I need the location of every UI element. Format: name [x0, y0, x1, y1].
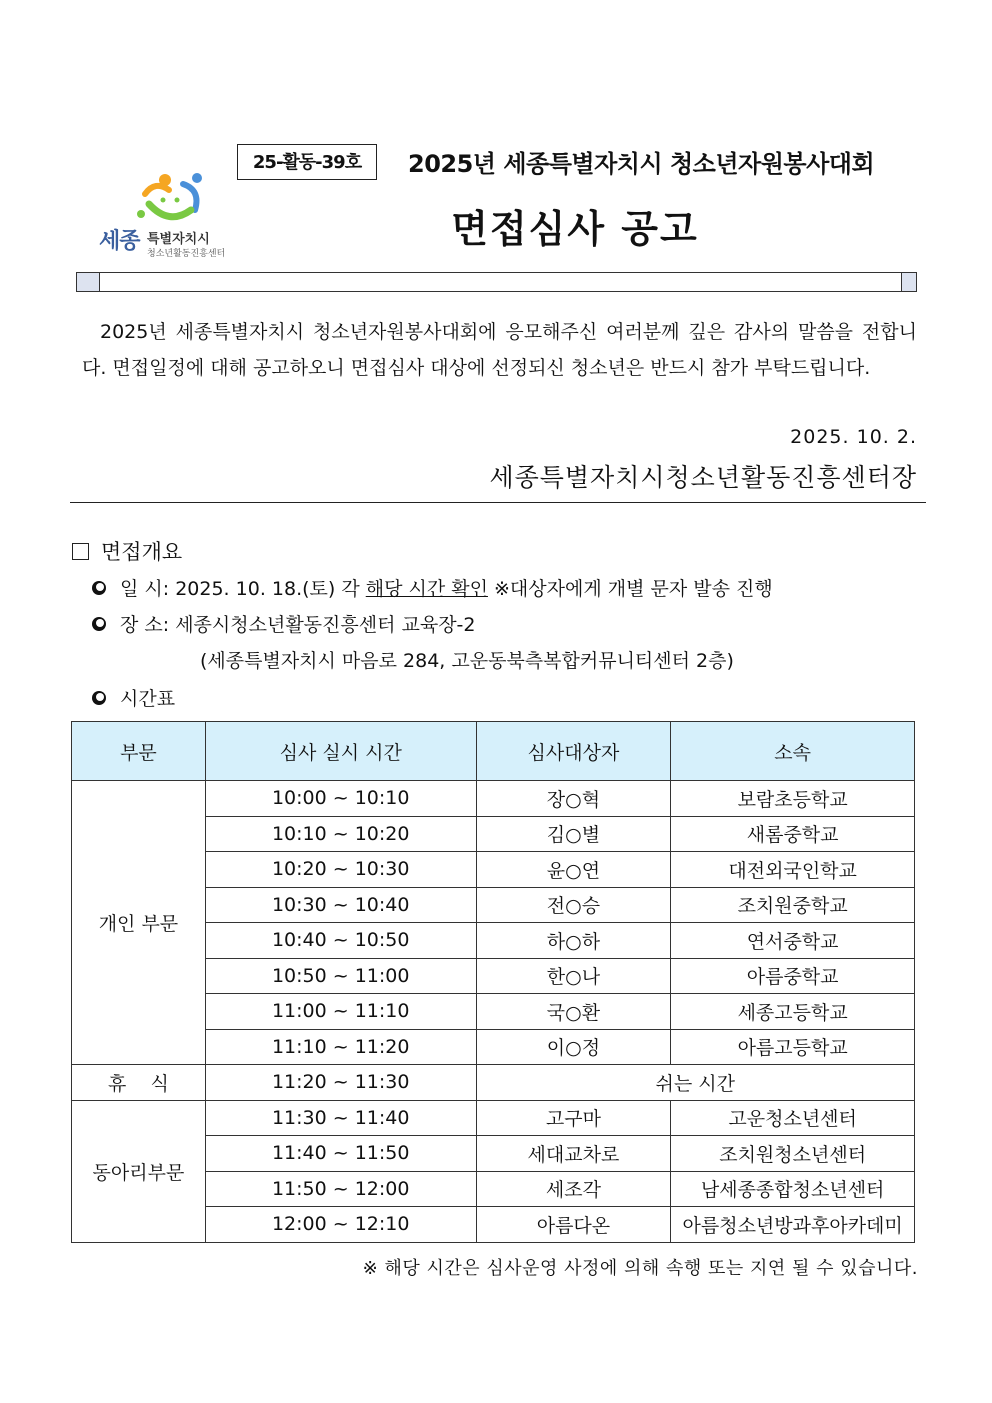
checkbox-square-icon — [72, 543, 89, 560]
header-time: 심사 실시 시간 — [205, 722, 476, 781]
candidate-cell: 한○나 — [476, 958, 671, 994]
logo-sub-text: 특별자치시 — [147, 232, 210, 247]
candidate-cell: 김○별 — [476, 816, 671, 852]
footnote: ※ 해당 시간은 심사운영 사정에 의해 속행 또는 지연 될 수 있습니다. — [362, 1258, 918, 1279]
table-row-break — [72, 1065, 915, 1101]
sejong-logo — [95, 170, 235, 262]
header-candidate: 심사대상자 — [476, 722, 671, 781]
affiliation-cell: 보람초등학교 — [671, 781, 915, 817]
smile-figure-icon — [125, 170, 215, 228]
affiliation-cell: 세종고등학교 — [671, 994, 915, 1030]
time-cell: 12:00 ~ 12:10 — [205, 1207, 476, 1243]
affiliation-cell: 아름중학교 — [671, 958, 915, 994]
time-cell: 11:50 ~ 12:00 — [205, 1171, 476, 1207]
candidate-cell: 아름다온 — [476, 1207, 671, 1243]
circle-bullet-icon — [92, 581, 106, 595]
item-schedule: 시간표 — [92, 684, 175, 711]
circle-bullet-icon — [92, 617, 106, 631]
document-number: 25-활동-39호 — [237, 144, 377, 180]
category-cell: 동아리부문 — [72, 1100, 206, 1242]
time-cell: 11:30 ~ 11:40 — [205, 1100, 476, 1136]
candidate-cell: 이○정 — [476, 1029, 671, 1065]
time-cell: 10:10 ~ 10:20 — [205, 816, 476, 852]
category-cell: 휴 식 — [72, 1065, 206, 1101]
affiliation-cell: 연서중학교 — [671, 923, 915, 959]
section-heading: 면접개요 — [72, 536, 182, 566]
candidate-cell: 윤○연 — [476, 852, 671, 888]
time-cell: 11:40 ~ 11:50 — [205, 1136, 476, 1172]
header-affiliation: 소속 — [671, 722, 915, 781]
affiliation-cell: 조치원청소년센터 — [671, 1136, 915, 1172]
intro-paragraph: 2025년 세종특별자치시 청소년자원봉사대회에 응모해주신 여러분께 깊은 감사의 말씀을 전합니다. 면접일정에 대해 공고하오니 면접심사 대상에 선정되신 청소년은 반드시 참가 부탁드립니다. — [82, 321, 917, 379]
header-divider-bar — [76, 272, 917, 292]
schedule-table — [71, 721, 915, 1243]
candidate-cell: 장○혁 — [476, 781, 671, 817]
time-cell: 11:20 ~ 11:30 — [205, 1065, 476, 1101]
affiliation-cell: 대전외국인학교 — [671, 852, 915, 888]
affiliation-cell: 조치원중학교 — [671, 887, 915, 923]
issuing-organization: 세종특별자치시청소년활동진흥센터장 — [489, 463, 917, 492]
notice-date: 2025. 10. 2. — [790, 426, 917, 448]
time-cell: 11:10 ~ 11:20 — [205, 1029, 476, 1065]
candidate-cell: 전○승 — [476, 887, 671, 923]
horizontal-rule — [70, 502, 926, 503]
time-cell: 10:50 ~ 11:00 — [205, 958, 476, 994]
header-category: 부문 — [72, 722, 206, 781]
time-cell: 10:00 ~ 10:10 — [205, 781, 476, 817]
affiliation-cell: 남세종종합청소년센터 — [671, 1171, 915, 1207]
item-date: 일 시: 2025. 10. 18.(토) 각 해당 시간 확인 ※대상자에게 개별 문자 발송 진행 — [92, 574, 773, 601]
time-cell: 11:00 ~ 11:10 — [205, 994, 476, 1030]
title-line-2: 면접심사 공고 — [451, 207, 699, 251]
table-row — [72, 781, 915, 817]
candidate-cell: 국○환 — [476, 994, 671, 1030]
time-cell: 10:20 ~ 10:30 — [205, 852, 476, 888]
affiliation-cell: 새롬중학교 — [671, 816, 915, 852]
title-line-1: 2025년 세종특별자치시 청소년자원봉사대회 — [408, 150, 875, 178]
category-cell: 개인 부문 — [72, 781, 206, 1065]
logo-sub-text-small: 청소년활동진흥센터 — [147, 249, 226, 259]
circle-bullet-icon — [92, 691, 106, 705]
affiliation-cell: 아름청소년방과후아카데미 — [671, 1207, 915, 1243]
time-cell: 10:40 ~ 10:50 — [205, 923, 476, 959]
candidate-cell: 세조각 — [476, 1171, 671, 1207]
item-place: 장 소: 세종시청소년활동진흥센터 교육장-2 — [92, 610, 476, 637]
affiliation-cell: 아름고등학교 — [671, 1029, 915, 1065]
underlined-text: 해당 시간 확인 — [365, 578, 488, 600]
candidate-cell: 고구마 — [476, 1100, 671, 1136]
candidate-cell: 세대교차로 — [476, 1136, 671, 1172]
break-label-cell: 쉬는 시간 — [476, 1065, 914, 1101]
time-cell: 10:30 ~ 10:40 — [205, 887, 476, 923]
place-address: (세종특별자치시 마음로 284, 고운동북측복합커뮤니티센터 2층) — [200, 650, 734, 672]
candidate-cell: 하○하 — [476, 923, 671, 959]
table-header-row — [72, 722, 915, 781]
affiliation-cell: 고운청소년센터 — [671, 1100, 915, 1136]
table-row — [72, 1100, 915, 1136]
logo-main-text: 세종 — [99, 229, 140, 254]
